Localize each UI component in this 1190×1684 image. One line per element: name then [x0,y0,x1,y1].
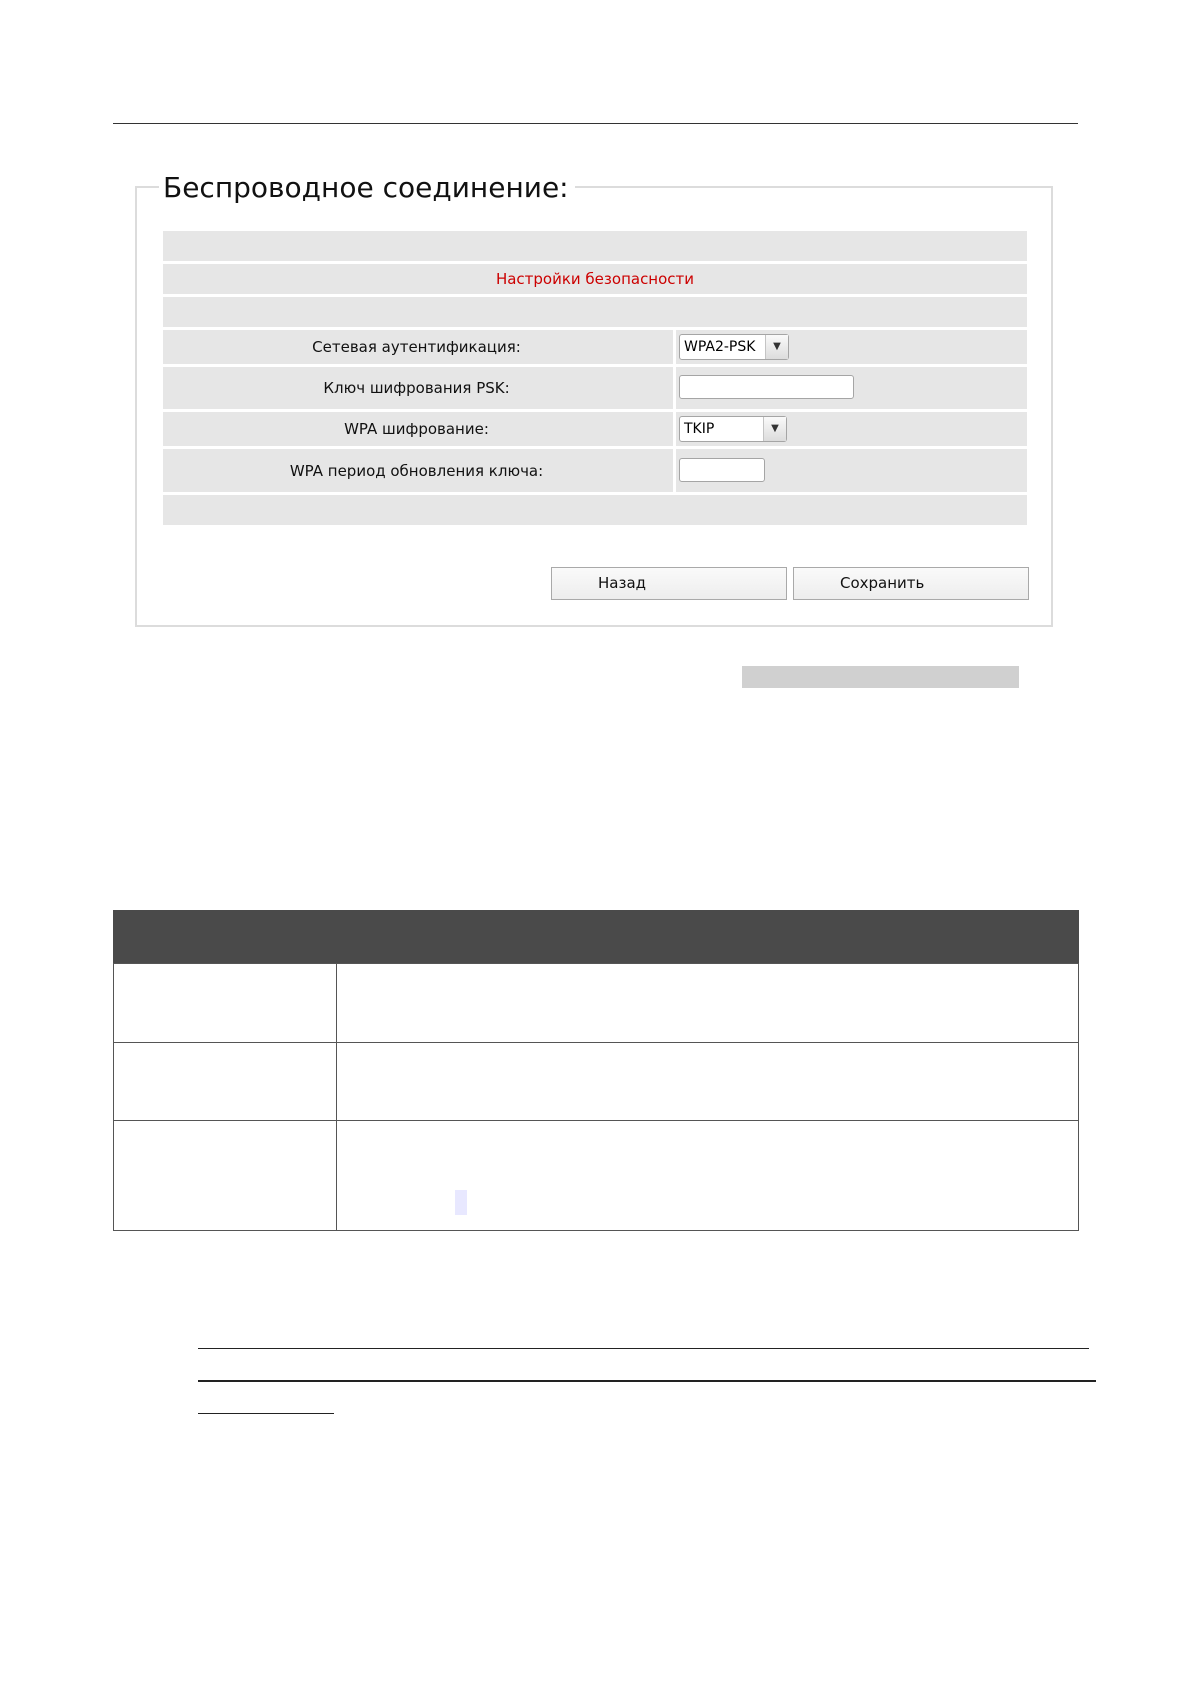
wpa-encryption-select[interactable] [679,416,787,442]
chevron-down-icon: ▼ [763,417,786,441]
table-body [113,963,1079,1231]
rekey-value-cell [673,449,1027,492]
psk-label: Ключ шифрования PSK: [323,379,510,397]
psk-value-cell [673,367,1027,409]
wpa-encryption-label: WPA шифрование: [344,420,489,438]
header-rule [113,123,1078,124]
caption-placeholder [742,666,1019,688]
psk-input[interactable] [679,375,854,399]
wpa-encryption-row [163,412,1027,446]
description-table [113,910,1079,1231]
section-title: Настройки безопасности [495,270,695,288]
section-row [163,264,1027,294]
auth-row [163,330,1027,364]
wpa-encryption-select-value: TKIP [684,421,715,437]
auth-select-value: WPA2-PSK [684,339,756,355]
wpa-encryption-value-cell [673,412,1027,446]
blank-row [163,297,1027,327]
table-header [113,910,1079,963]
highlight-mark [455,1190,467,1215]
panel-title: Беспроводное соединение: [159,168,575,208]
blank-row [163,231,1027,261]
row-divider [114,1120,1078,1121]
rekey-input[interactable] [679,458,765,482]
psk-row [163,367,1027,409]
back-button[interactable]: Назад [551,567,787,600]
auth-value-cell [673,330,1027,364]
rekey-row [163,449,1027,492]
column-divider [336,964,337,1230]
row-divider [114,1042,1078,1043]
rekey-label: WPA период обновления ключа: [289,461,544,480]
note-rule [198,1413,334,1414]
note-rule [198,1348,1089,1349]
chevron-down-icon: ▼ [765,335,788,359]
blank-row [163,495,1027,525]
auth-select[interactable] [679,334,789,360]
save-button[interactable]: Сохранить [793,567,1029,600]
auth-label: Сетевая аутентификация: [312,338,521,356]
note-rule [198,1380,1096,1382]
